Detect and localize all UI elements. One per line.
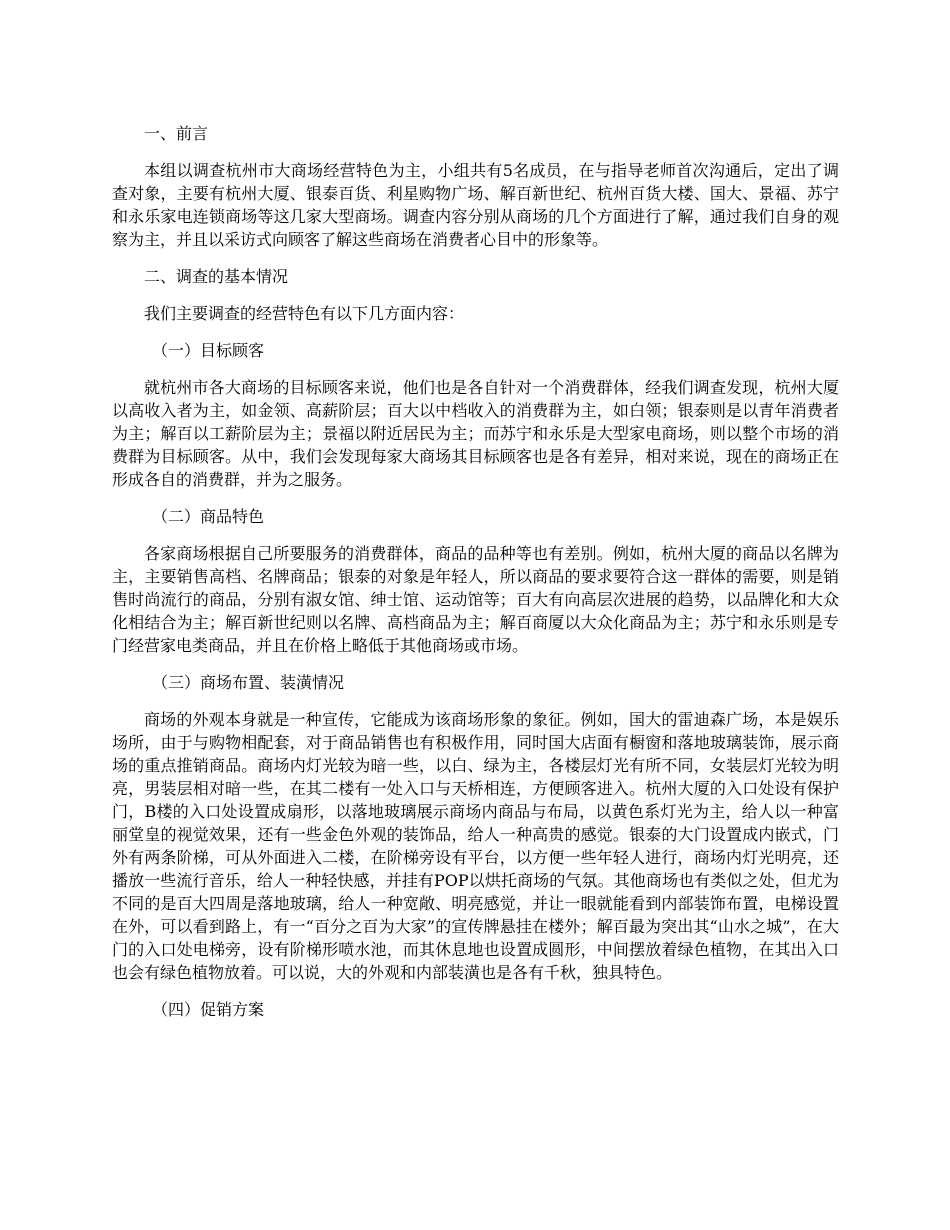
paragraph-target-customers: 就杭州市各大商场的目标顾客来说，他们也是各自针对一个消费群体，经我们调查发现，杭州大厦以高收入者为主，如金领、高薪阶层；百大以中档收入的消费群为主，如白领；银泰则是以青年消费者为主；解百以工薪阶层为主；景福以附近居民为主；而苏宁和永乐是大型家电商场，则以整个市场的消费群为目标顾客。从中，我们会发现每家大商场其目标顾客也是各有差异，相对来说，现在的商场正在形成各自的消费群，并为之服务。 (112, 378, 839, 489)
subsection-heading-store-layout: （三）商场布置、装潢情况 (152, 673, 345, 692)
section-heading-basic-info: 二、调查的基本情况 (144, 267, 289, 286)
section-heading-preface: 一、前言 (144, 124, 209, 143)
subsection-heading-product-features: （二）商品特色 (152, 507, 265, 526)
paragraph-store-layout: 商场的外观本身就是一种宣传，它能成为该商场形象的象征。例如，国大的雷迪森广场，本是娱乐场所，由于与购物相配套，对于商品销售也有积极作用，同时国大店面有橱窗和落地玻璃装饰，展示商场的重点推销商品。商场内灯光较为暗一些，以白、绿为主，各楼层灯光有所不同，女装层灯光较为明亮，男装层相对暗一些，在其二楼有一处入口与天桥相连，方便顾客进入。杭州大厦的入口处设有保护门，B楼的入口处设置成扇形，以落地玻璃展示商场内商品与布局，以黄色系灯光为主，给人以一种富丽堂皇的视觉效果，还有一些金色外观的装饰品，给人一种高贵的感觉。银泰的大门设置成内嵌式，门外有两条阶梯，可从外面进入二楼，在阶梯旁设有平台，以方便一些年轻人进行，商场内灯光明亮，还播放一些流行音乐，给人一种轻快感，并挂有POP以烘托商场的气氛。其他商场也有类似之处，但尤为不同的是百大四周是落地玻璃，给人一种宽敞、明亮感觉，并让一眼就能看到内部装饰布置，电梯设置在外，可以看到路上，有一“百分之百为大家”的宣传牌悬挂在楼外；解百最为突出其“山水之城”，在大门的入口处电梯旁，设有阶梯形喷水池，而其休息地也设置成圆形，中间摆放着绿色植物，在其出入口也会有绿色植物放着。可以说，大的外观和内部装潢也是各有千秋，独具特色。 (112, 710, 839, 982)
document-page (112, 122, 839, 1035)
paragraph-intro: 我们主要调查的经营特色有以下几方面内容： (144, 304, 465, 323)
paragraph-preface: 本组以调查杭州市大商场经营特色为主，小组共有5名成员，在与指导老师首次沟通后，定出了调查对象，主要有杭州大厦、银泰百货、利星购物广场、解百新世纪、杭州百货大楼、国大、景福、苏宁和永乐家电连锁商场等这几家大型商场。调查内容分别从商场的几个方面进行了解，通过我们自身的观察为主，并且以采访式向顾客了解这些商场在消费者心目中的形象等。 (112, 161, 839, 249)
paragraph-product-features: 各家商场根据自己所要服务的消费群体，商品的品种等也有差别。例如，杭州大厦的商品以名牌为主，主要销售高档、名牌商品；银泰的对象是年轻人，所以商品的要求要符合这一群体的需要，则是销售时尚流行的商品，分别有淑女馆、绅士馆、运动馆等；百大有向高层次进展的趋势，以品牌化和大众化相结合为主；解百新世纪则以名牌、高档商品为主；解百商厦以大众化商品为主；苏宁和永乐则是专门经营家电类商品，并且在价格上略低于其他商场或市场。 (112, 544, 839, 655)
subsection-heading-promotion: （四）促销方案 (152, 1000, 265, 1019)
subsection-heading-target-customers: （一）目标顾客 (152, 341, 265, 360)
